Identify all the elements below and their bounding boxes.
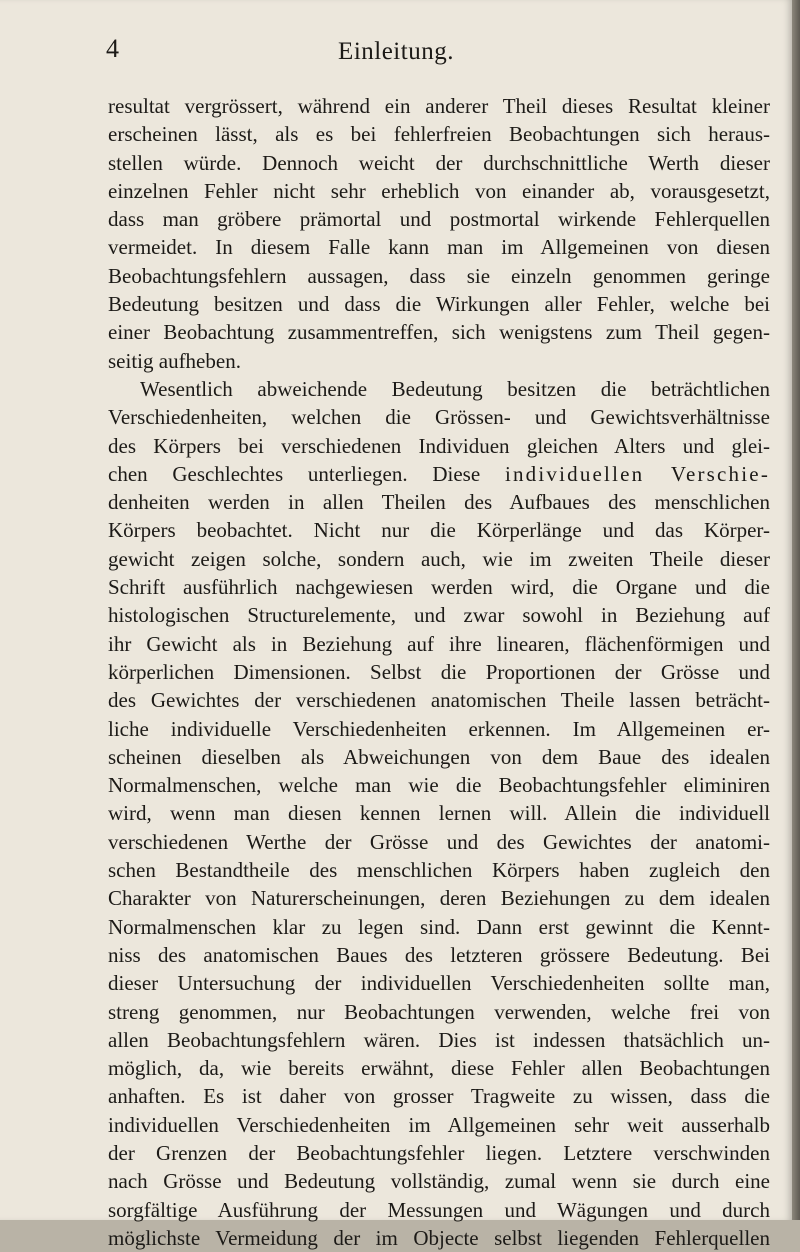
text-line-with-spaced-phrase xyxy=(108,460,770,488)
line-start: chen Geschlechtes unterliegen. Diese xyxy=(108,461,505,486)
text-line: Wesentlich abweichende Bedeutung besitzen die beträchtlichen xyxy=(140,376,770,401)
text-line: vermeidet. In diesem Falle kann man im Allgemeinen von diesen xyxy=(108,235,770,260)
text-line: liche individuelle Verschiedenheiten erkennen. Im Allgemeinen er- xyxy=(108,716,770,741)
text-line: Bedeutung besitzen und dass die Wirkungen aller Fehler, welche bei xyxy=(108,292,770,317)
text-line: dieser Untersuchung der individuellen Verschiedenheiten sollte man, xyxy=(108,971,770,996)
text-line: stellen würde. Dennoch weicht der durchschnittliche Werth dieser xyxy=(108,150,770,175)
text-line: dass man gröbere prämortal und postmortal wirkende Fehlerquellen xyxy=(108,207,770,232)
text-line: Normalmenschen klar zu legen sind. Dann erst gewinnt die Kennt- xyxy=(108,914,770,939)
text-line: nach Grösse und Bedeutung vollständig, zumal wenn sie durch eine xyxy=(108,1169,770,1194)
book-edge xyxy=(792,0,800,1220)
spaced-phrase: individuellen Verschie- xyxy=(504,461,770,486)
text-line: Charakter von Naturerscheinungen, deren Beziehungen zu dem idealen xyxy=(108,886,770,911)
text-line: schen Bestandtheile des menschlichen Körpers haben zugleich den xyxy=(108,858,770,883)
text-line: Verschiedenheiten, welchen die Grössen- und Gewichtsverhältnisse xyxy=(108,405,770,430)
text-line: des Körpers bei verschiedenen Individuen gleichen Alters und glei- xyxy=(108,433,770,458)
text-line: allen Beobachtungsfehlern wären. Dies ist indessen thatsächlich un- xyxy=(108,1027,770,1052)
text-line: gewicht zeigen solche, sondern auch, wie im zweiten Theile dieser xyxy=(108,546,770,571)
text-line: Beobachtungsfehlern aussagen, dass sie einzeln genommen geringe xyxy=(108,263,770,288)
text-line: denheiten werden in allen Theilen des Aufbaues des menschlichen xyxy=(108,490,770,515)
text-line: niss des anatomischen Baues des letzteren grössere Bedeutung. Bei xyxy=(108,942,770,967)
text-line: histologischen Structurelemente, und zwar sowohl in Beziehung auf xyxy=(108,603,770,628)
paragraph-1 xyxy=(108,92,770,375)
text-line: verschiedenen Werthe der Grösse und des Gewichtes der anatomi- xyxy=(108,829,770,854)
text-line: seitig aufheben. xyxy=(108,348,241,373)
text-line: des Gewichtes der verschiedenen anatomischen Theile lassen beträcht- xyxy=(108,688,770,713)
text-line: individuellen Verschiedenheiten im Allgemeinen sehr weit ausserhalb xyxy=(108,1112,770,1137)
text-line: streng genommen, nur Beobachtungen verwenden, welche frei von xyxy=(108,999,770,1024)
page-number: 4 xyxy=(106,34,119,63)
text-line: der Grenzen der Beobachtungsfehler liegen. Letztere verschwinden xyxy=(108,1140,770,1165)
body-text xyxy=(108,92,770,1252)
text-line: sorgfältige Ausführung der Messungen und Wägungen und durch xyxy=(108,1197,770,1222)
text-line: möglichste Vermeidung der im Objecte selbst liegenden Fehlerquellen xyxy=(108,1225,770,1250)
text-line: Normalmenschen, welche man wie die Beobachtungsfehler eliminiren xyxy=(108,773,770,798)
page-header xyxy=(0,28,792,68)
running-head: Einleitung. xyxy=(338,38,454,65)
text-line: Schrift ausführlich nachgewiesen werden wird, die Organe und die xyxy=(108,575,770,600)
text-line: scheinen dieselben als Abweichungen von dem Baue des idealen xyxy=(108,744,770,769)
text-line: möglich, da, wie bereits erwähnt, diese Fehler allen Beobachtungen xyxy=(108,1056,770,1081)
text-line: resultat vergrössert, während ein anderer Theil dieses Resultat kleiner xyxy=(108,94,770,118)
text-line: wird, wenn man diesen kennen lernen will. Allein die individuell xyxy=(108,801,770,826)
text-line: Körpers beobachtet. Nicht nur die Körperlänge und das Körper- xyxy=(108,518,770,543)
text-line: einer Beobachtung zusammentreffen, sich wenigstens zum Theil gegen- xyxy=(108,320,770,345)
text-line: körperlichen Dimensionen. Selbst die Proportionen der Grösse und xyxy=(108,659,770,684)
text-line: einzelnen Fehler nicht sehr erheblich von einander ab, vorausgesetzt, xyxy=(108,178,770,203)
paragraph-2 xyxy=(108,375,770,1252)
text-line: erscheinen lässt, als es bei fehlerfreien Beobachtungen sich heraus- xyxy=(108,122,770,147)
text-line: anhaften. Es ist daher von grosser Tragweite zu wissen, dass die xyxy=(108,1084,770,1109)
text-line: ihr Gewicht als in Beziehung auf ihre linearen, flächenförmigen und xyxy=(108,631,770,656)
